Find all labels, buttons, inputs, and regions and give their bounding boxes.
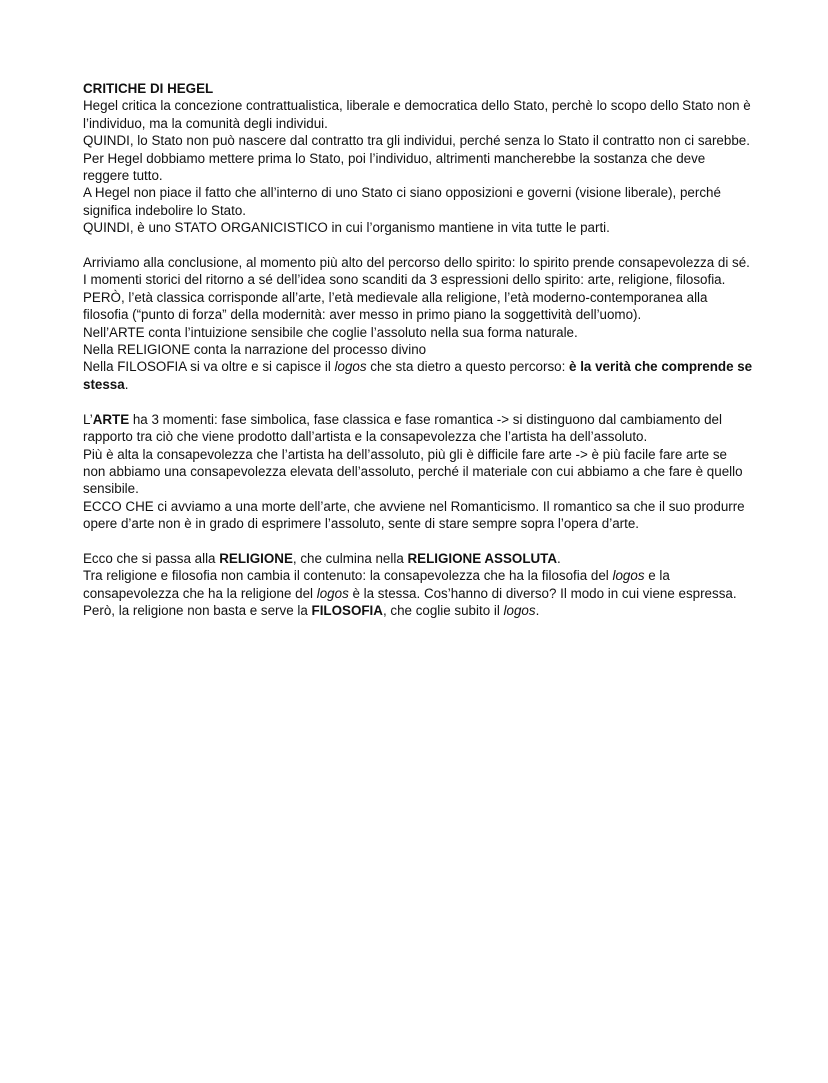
text-run: Tra religione e filosofia non cambia il contenuto: la consapevolezza che ha la filosofia del bbox=[83, 568, 613, 584]
text-run: . bbox=[535, 603, 540, 619]
text-run: è la stessa. Cos’hanno di diverso? Il modo in cui viene espressa. Però, la religione non basta e serve la bbox=[83, 585, 737, 619]
paragraph: ECCO CHE ci avviamo a una morte dell’arte, che avviene nel Romanticismo. Il romantico sa che il suo produrre opere d’arte non è in grado di esprimere l’assoluto, sente di stare sempre sopra l’opera d’arte. bbox=[83, 498, 745, 532]
paragraph bbox=[83, 550, 753, 567]
heading-text: CRITICHE DI HEGEL bbox=[83, 81, 214, 96]
italic-term: logos bbox=[334, 359, 367, 375]
bold-term: ARTE bbox=[92, 411, 130, 427]
bold-term: FILOSOFIA bbox=[311, 603, 383, 619]
paragraph bbox=[83, 358, 753, 393]
text-run: . bbox=[557, 550, 561, 566]
bold-term: RELIGIONE ASSOLUTA bbox=[407, 550, 558, 566]
text-run: Ecco che si passa alla bbox=[83, 550, 220, 566]
bold-term: RELIGIONE bbox=[219, 550, 293, 566]
paragraph: QUINDI, lo Stato non può nascere dal contratto tra gli individui, perché senza lo Stato il contratto non ci sarebbe. Per Hegel dobbiamo mettere prima lo Stato, poi l’individuo, altrimenti mancherebbe la sostanza che deve reggere tutto. bbox=[83, 133, 750, 184]
italic-term: logos bbox=[612, 568, 645, 584]
paragraph: Nell’ARTE conta l’intuizione sensibile che coglie l’assoluto nella sua forma naturale. bbox=[83, 324, 578, 340]
paragraph: Arriviamo alla conclusione, al momento più alto del percorso dello spirito: lo spirito prende consapevolezza di sé. bbox=[83, 255, 750, 271]
heading bbox=[83, 80, 753, 97]
paragraph: I momenti storici del ritorno a sé dell’idea sono scanditi da 3 espressioni dello spirito: arte, religione, filosofia. bbox=[83, 272, 726, 288]
paragraph: Più è alta la consapevolezza che l’artista ha dell’assoluto, più gli è difficile fare arte -> è più facile fare arte se non abbiamo una consapevolezza elevata dell’assoluto, perché il materiale con cui abbiamo a che fare è quello sensibile. bbox=[83, 446, 743, 497]
italic-term: logos bbox=[316, 585, 349, 601]
paragraph bbox=[83, 411, 753, 446]
bold-phrase: è la verità che comprende se stessa bbox=[83, 359, 753, 392]
italic-term: logos bbox=[503, 603, 536, 619]
paragraph: A Hegel non piace il fatto che all’interno di uno Stato ci siano opposizioni e governi (visione liberale), perché significa indebolire lo Stato. bbox=[83, 185, 721, 218]
text-run: che sta dietro a questo percorso: bbox=[366, 359, 570, 375]
paragraph: PERÒ, l’età classica corrisponde all’arte, l’età medievale alla religione, l’età moderno-contemporanea alla filosofia (“punto di forza” della modernità: aver messo in primo piano la soggettività dell’uomo). bbox=[83, 289, 708, 323]
text-run: L’ bbox=[83, 411, 93, 427]
text-run: Nella FILOSOFIA si va oltre e si capisce il bbox=[83, 359, 335, 375]
paragraph: Nella RELIGIONE conta la narrazione del processo divino bbox=[83, 342, 427, 358]
text-run: , che coglie subito il bbox=[382, 603, 504, 619]
paragraph-gap bbox=[83, 237, 753, 254]
paragraph bbox=[83, 567, 753, 619]
document-page bbox=[83, 80, 753, 620]
paragraph: Hegel critica la concezione contrattualistica, liberale e democratica dello Stato, perchè lo scopo dello Stato non è l’individuo, ma la comunità degli individui. bbox=[83, 98, 751, 131]
text-run: ha 3 momenti: fase simbolica, fase classica e fase romantica -> si distinguono dal cambiamento del rapporto tra ciò che viene prodotto dall’artista e la consapevolezza che l’artista ha dell’assoluto. bbox=[83, 411, 722, 445]
paragraph-gap bbox=[83, 533, 753, 550]
text-run: . bbox=[124, 376, 129, 392]
paragraph-gap bbox=[83, 393, 753, 410]
text-run: e la consapevolezza che ha la religione del bbox=[83, 568, 670, 601]
text-run: , che culmina nella bbox=[292, 550, 408, 566]
paragraph: QUINDI, è uno STATO ORGANICISTICO in cui l’organismo mantiene in vita tutte le parti. bbox=[83, 220, 610, 236]
